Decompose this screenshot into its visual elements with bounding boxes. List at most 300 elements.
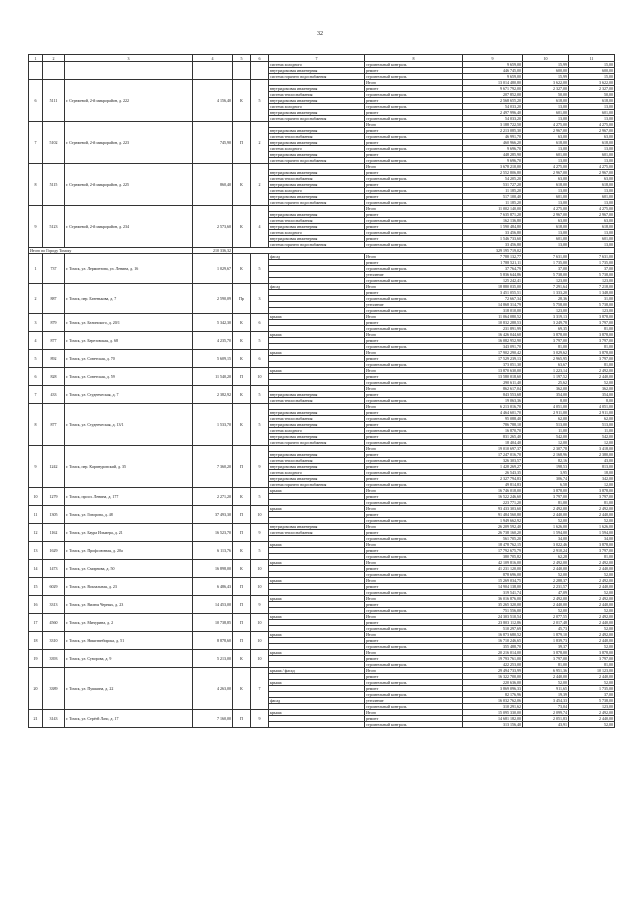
unit-cost: 2 910,24: [523, 548, 569, 554]
house-code: 1279: [43, 488, 65, 506]
max-unit-cost: 11,00: [569, 428, 615, 434]
area: 1 029,67: [193, 254, 233, 284]
cost: 14 904 138,00: [463, 584, 523, 590]
work-kind: ремонт: [365, 584, 463, 590]
cost: 11 064 080,52: [463, 314, 523, 320]
max-unit-cost: 513,00: [569, 422, 615, 428]
unit-cost: 306,74: [523, 476, 569, 482]
unit-cost: 7 291,64: [523, 284, 569, 290]
max-unit-cost: 618,00: [569, 98, 615, 104]
work-type: внутридомовая инженерная: [269, 524, 365, 530]
unit-cost: 542,00: [523, 434, 569, 440]
cost: 3 188 722,50: [463, 122, 523, 128]
cost: 3 869 096,33: [463, 686, 523, 692]
area: 5 213,00: [193, 650, 233, 668]
unit-cost: 1 594,00: [523, 530, 569, 536]
floors: 5: [251, 404, 269, 446]
cost: 16 426 044,60: [463, 332, 523, 338]
row-number: 1: [29, 254, 43, 284]
house-code: 4560: [43, 614, 65, 632]
work-kind: ремонт: [365, 434, 463, 440]
house-code: 6029: [43, 578, 65, 596]
work-type: внутридомовая инженерная: [269, 152, 365, 158]
work-kind: ремонт: [365, 320, 463, 326]
work-kind: Итого: [365, 614, 463, 620]
work-kind: строительный контроль: [365, 680, 463, 686]
max-unit-cost: 362,00: [569, 386, 615, 392]
cost: 2 327 794,83: [463, 476, 523, 482]
address: г. Томск, пер. Карпнуровский, д. 35: [65, 446, 193, 488]
unit-cost: 3 878,00: [523, 332, 569, 338]
total-value: 329 195 719,02: [463, 248, 523, 254]
unit-cost: 2 307,78: [523, 446, 569, 452]
house-code: 5102: [43, 122, 65, 164]
house-code: 5111: [43, 80, 65, 122]
work-kind: Итого: [365, 206, 463, 212]
max-unit-cost: 5 738,00: [569, 302, 615, 308]
work-type: крыша: [269, 332, 365, 338]
work-type: система теплоснабжения: [269, 530, 365, 536]
cost: 11 002 140,00: [463, 206, 523, 212]
cost: 125 242,41: [463, 278, 523, 284]
row-number: 13: [29, 542, 43, 560]
material-class: К: [233, 350, 251, 368]
work-type: система горячего водоснабжения: [269, 74, 365, 80]
work-kind: строительный контроль: [365, 692, 463, 698]
unit-cost: 600,00: [523, 68, 569, 74]
unit-cost: 3,95: [523, 470, 569, 476]
max-unit-cost: 50,00: [569, 92, 615, 98]
max-unit-cost: 8,00: [569, 398, 615, 404]
unit-cost: 6,58: [523, 482, 569, 488]
work-type: крыша: [269, 350, 365, 356]
cost: 831 265,40: [463, 434, 523, 440]
work-kind: Итого: [365, 386, 463, 392]
work-kind: ремонт: [365, 716, 463, 722]
unit-cost: 618,00: [523, 98, 569, 104]
cost: 33 456,80: [463, 242, 523, 248]
cost: 17 902 290,42: [463, 350, 523, 356]
max-unit-cost: 3 878,00: [569, 542, 615, 548]
address: г. Томск, ул. Суворова, д. 9: [65, 650, 193, 668]
cost: 7 788 132,77: [463, 254, 523, 260]
unit-cost: 2 440,00: [523, 602, 569, 608]
floors: 6: [251, 350, 269, 368]
work-kind: ремонт: [365, 338, 463, 344]
work-type: система теплоснабжения: [269, 92, 365, 98]
work-type: фасад: [269, 284, 365, 290]
work-kind: ремонт: [365, 686, 463, 692]
cost: 517 100,40: [463, 194, 523, 200]
max-unit-cost: 81,00: [569, 326, 615, 332]
work-kind: строительный контроль: [365, 74, 463, 80]
unit-cost: 13,00: [523, 158, 569, 164]
cost: 13 014 480,80: [463, 80, 523, 86]
total-area: 210 336,32: [193, 248, 233, 254]
max-unit-cost: 15,00: [569, 62, 615, 68]
max-unit-cost: 4 051,00: [569, 404, 615, 410]
area: 4 235,70: [193, 332, 233, 350]
max-unit-cost: 123,00: [569, 704, 615, 710]
unit-cost: 2 051,83: [523, 716, 569, 722]
max-unit-cost: 123,00: [569, 308, 615, 314]
area: 5 342,30: [193, 314, 233, 332]
max-unit-cost: 81,00: [569, 662, 615, 668]
cost: 422 253,00: [463, 662, 523, 668]
work-kind: строительный контроль: [365, 500, 463, 506]
area: 5 609,15: [193, 350, 233, 368]
floors: 9: [251, 710, 269, 728]
floors: 5: [251, 332, 269, 350]
cost: 446 745,00: [463, 68, 523, 74]
work-type: система горячего водоснабжения: [269, 158, 365, 164]
unit-cost: 2 492,00: [523, 560, 569, 566]
unit-cost: 43,91: [523, 722, 569, 728]
max-unit-cost: 52,00: [569, 518, 615, 524]
cost: 19 793 761,00: [463, 656, 523, 662]
work-kind: Итого: [365, 560, 463, 566]
work-kind: строительный контроль: [365, 218, 463, 224]
work-type: крыша: [269, 488, 365, 494]
unit-cost: 2 288,37: [523, 578, 569, 584]
max-unit-cost: 2 492,00: [569, 632, 615, 638]
work-type: система холодного: [269, 230, 365, 236]
max-unit-cost: 342,00: [569, 476, 615, 482]
address: г. Томск, ул. Советская, д. 70: [65, 350, 193, 368]
max-unit-cost: 601,00: [569, 194, 615, 200]
work-type: крыша: [269, 368, 365, 374]
unit-cost: 2 440,00: [523, 566, 569, 572]
work-kind: строительный контроль: [365, 572, 463, 578]
work-kind: строительный контроль: [365, 62, 463, 68]
unit-cost: 63,00: [523, 134, 569, 140]
header-cell: 9: [463, 55, 523, 62]
unit-cost: 5 738,00: [523, 272, 569, 278]
floors: 9: [251, 524, 269, 542]
max-unit-cost: 3 878,00: [569, 350, 615, 356]
unit-cost: 28,36: [523, 296, 569, 302]
cost: 355 488,70: [463, 644, 523, 650]
work-kind: Итого: [365, 404, 463, 410]
max-unit-cost: 1 594,00: [569, 530, 615, 536]
work-kind: ремонт: [365, 224, 463, 230]
unit-cost: 618,00: [523, 224, 569, 230]
work-kind: ремонт: [365, 494, 463, 500]
work-kind: Итого: [365, 710, 463, 716]
max-unit-cost: 81,00: [569, 554, 615, 560]
cost: 531 727,20: [463, 182, 523, 188]
max-unit-cost: 2 327,00: [569, 86, 615, 92]
floors: 10: [251, 578, 269, 596]
row-number: 11: [29, 506, 43, 524]
max-unit-cost: 12,00: [569, 482, 615, 488]
cost: 46 991,70: [463, 134, 523, 140]
work-type: крыша: [269, 614, 365, 620]
unit-cost: 63,00: [523, 218, 569, 224]
max-unit-cost: 81,00: [569, 344, 615, 350]
max-unit-cost: 34,00: [569, 536, 615, 542]
unit-cost: 5 758,00: [523, 302, 569, 308]
work-kind: Итого: [365, 368, 463, 374]
house-code: 737: [43, 254, 65, 284]
cost: 343 091,70: [463, 344, 523, 350]
work-type: крыша: [269, 596, 365, 602]
work-type: система холодного: [269, 188, 365, 194]
house-code: 1162: [43, 524, 65, 542]
max-unit-cost: 3 797,00: [569, 494, 615, 500]
address: г. Томск, ул. Советская, д. 59: [65, 368, 193, 386]
floors: 5: [251, 386, 269, 404]
floors: 2: [251, 164, 269, 206]
max-unit-cost: 18,00: [569, 470, 615, 476]
work-kind: ремонт: [365, 260, 463, 266]
max-unit-cost: 4 275,00: [569, 164, 615, 170]
max-unit-cost: 2 440,00: [569, 566, 615, 572]
cost: 42 109 816,00: [463, 560, 523, 566]
max-unit-cost: 13,00: [569, 116, 615, 122]
cost: 751 556,00: [463, 608, 523, 614]
work-type: внутридомовая инженерная: [269, 422, 365, 428]
work-type: внутридомовая инженерная: [269, 392, 365, 398]
row-number: 6: [29, 80, 43, 122]
table-body: [29, 55, 615, 728]
max-unit-cost: 52,00: [569, 626, 615, 632]
work-type: крыша: [269, 314, 365, 320]
work-kind: Итого: [365, 332, 463, 338]
material-class: К: [233, 488, 251, 506]
address: г. Томск, ул. Березовская, д. 68: [65, 332, 193, 350]
max-unit-cost: 3 878,00: [569, 488, 615, 494]
unit-cost: 4 275,00: [523, 122, 569, 128]
house-code: 879: [43, 314, 65, 332]
address: г. Томск, ул. Студенческая, д. 13/1: [65, 404, 193, 446]
unit-cost: 4 275,00: [523, 164, 569, 170]
material-class: П: [233, 614, 251, 632]
cost: 2 568 655,20: [463, 98, 523, 104]
work-kind: строительный контроль: [365, 662, 463, 668]
work-kind: ремонт: [365, 548, 463, 554]
house-code: [43, 62, 65, 80]
work-kind: ремонт: [365, 602, 463, 608]
max-unit-cost: 13,00: [569, 158, 615, 164]
work-kind: строительный контроль: [365, 176, 463, 182]
cost: 24 303 510,54: [463, 614, 523, 620]
cost: 35 265 320,00: [463, 602, 523, 608]
work-type: система теплоснабжения: [269, 218, 365, 224]
cost: 9 659,00: [463, 74, 523, 80]
work-kind: строительный контроль: [365, 296, 463, 302]
cost: 16 710 246,65: [463, 638, 523, 644]
row-number: 7: [29, 386, 43, 404]
max-unit-cost: 3 797,00: [569, 548, 615, 554]
unit-cost: 1 839,73: [523, 638, 569, 644]
work-kind: Итого: [365, 314, 463, 320]
work-kind: строительный контроль: [365, 326, 463, 332]
work-kind: утепление: [365, 302, 463, 308]
max-unit-cost: 1 735,00: [569, 260, 615, 266]
unit-cost: 123,00: [523, 308, 569, 314]
work-type: система горячего водоснабжения: [269, 200, 365, 206]
unit-cost: 69,35: [523, 326, 569, 332]
unit-cost: 52,00: [523, 572, 569, 578]
unit-cost: 11,00: [523, 428, 569, 434]
floors: 9: [251, 446, 269, 488]
row-number: 18: [29, 632, 43, 650]
row-number: 3: [29, 314, 43, 332]
floors: 5: [251, 80, 269, 122]
unit-cost: 3 622,00: [523, 80, 569, 86]
work-type: внутридомовая инженерная: [269, 224, 365, 230]
header-cell: 5: [233, 55, 251, 62]
work-kind: строительный контроль: [365, 482, 463, 488]
address: г. Томск, просп. Ленина, д. 177: [65, 488, 193, 506]
work-type: внутридомовая инженерная: [269, 110, 365, 116]
work-kind: ремонт: [365, 620, 463, 626]
cost: 2 497 996,40: [463, 110, 523, 116]
house-code: 3310: [43, 632, 65, 650]
unit-cost: 13,00: [523, 146, 569, 152]
floors: 10: [251, 368, 269, 386]
work-kind: строительный контроль: [365, 104, 463, 110]
unit-cost: 2 017,48: [523, 620, 569, 626]
unit-cost: 911,65: [523, 686, 569, 692]
house-code: 3143: [43, 710, 65, 728]
house-code: 1242: [43, 446, 65, 488]
cost: 1 428 269,27: [463, 464, 523, 470]
work-type: крыша: [269, 650, 365, 656]
row-number: 15: [29, 578, 43, 596]
work-kind: ремонт: [365, 374, 463, 380]
cost: 29 494 733,99: [463, 668, 523, 674]
work-kind: Итого: [365, 524, 463, 530]
work-type: внутридомовая инженерная: [269, 194, 365, 200]
house-code: 433: [43, 386, 65, 404]
material-class: К: [233, 332, 251, 350]
unit-cost: 2 440,00: [523, 674, 569, 680]
work-kind: Итого: [365, 542, 463, 548]
work-type: крыша: [269, 632, 365, 638]
work-type: внутридомовая инженерная: [269, 98, 365, 104]
area: 7 160,00: [193, 710, 233, 728]
max-unit-cost: 3 878,00: [569, 650, 615, 656]
material-class: П: [233, 122, 251, 164]
cost: 1 546 733,60: [463, 236, 523, 242]
cost: 16 032 762,06: [463, 698, 523, 704]
house-code: 877: [43, 332, 65, 350]
unit-cost: 2 492,00: [523, 596, 569, 602]
work-type: система холодного: [269, 104, 365, 110]
max-unit-cost: 354,00: [569, 392, 615, 398]
material-class: К: [233, 80, 251, 122]
cost: 319 541,74: [463, 590, 523, 596]
cost: 9 696,70: [463, 158, 523, 164]
row-number: [29, 62, 43, 80]
house-code: 828: [43, 368, 65, 386]
material-class: К: [233, 314, 251, 332]
max-unit-cost: 13,00: [569, 200, 615, 206]
header-cell: 4: [193, 55, 233, 62]
unit-cost: 2 967,00: [523, 170, 569, 176]
work-kind: строительный контроль: [365, 470, 463, 476]
cost: 54 033,20: [463, 116, 523, 122]
cost: 26 209 592,40: [463, 524, 523, 530]
work-type: внутридомовая инженерная: [269, 464, 365, 470]
cost: 26 738 160,20: [463, 530, 523, 536]
area: 6 113,76: [193, 542, 233, 560]
material-class: К: [233, 404, 251, 446]
unit-cost: 3 319,13: [523, 314, 569, 320]
work-kind: строительный контроль: [365, 134, 463, 140]
house-code: 5115: [43, 164, 65, 206]
work-type: система горячего водоснабжения: [269, 482, 365, 488]
unit-cost: 2 967,00: [523, 212, 569, 218]
max-unit-cost: 2 492,00: [569, 614, 615, 620]
row-number: 20: [29, 668, 43, 710]
max-unit-cost: 81,00: [569, 500, 615, 506]
max-unit-cost: 7 218,00: [569, 284, 615, 290]
address: г. Томск, ул. Говорова, д. 48: [65, 506, 193, 524]
unit-cost: 2 077,55: [523, 614, 569, 620]
floors: 5: [251, 488, 269, 506]
cost: 18 478 762,15: [463, 542, 523, 548]
cost: 2 552 806,80: [463, 170, 523, 176]
work-kind: ремонт: [365, 512, 463, 518]
material-class: К: [233, 386, 251, 404]
max-unit-cost: 52,00: [569, 680, 615, 686]
work-kind: строительный контроль: [365, 428, 463, 434]
max-unit-cost: 1 735,00: [569, 686, 615, 692]
unit-cost: 1 879,10: [523, 632, 569, 638]
floors: 10: [251, 506, 269, 524]
max-unit-cost: 37,00: [569, 692, 615, 698]
work-type: внутридомовая инженерная: [269, 86, 365, 92]
area: 2 573,60: [193, 206, 233, 248]
cost: 448 285,90: [463, 152, 523, 158]
floors: 3: [251, 284, 269, 314]
unit-cost: 601,00: [523, 152, 569, 158]
work-type: внутридомовая инженерная: [269, 476, 365, 482]
cost: 3 451 055,51: [463, 290, 523, 296]
area: 2 271,20: [193, 488, 233, 506]
work-type: система холодного: [269, 470, 365, 476]
unit-cost: 12,00: [523, 440, 569, 446]
max-unit-cost: 81,00: [569, 362, 615, 368]
unit-cost: 19,39: [523, 692, 569, 698]
unit-cost: 37,00: [523, 266, 569, 272]
house-code: 3389: [43, 668, 65, 710]
work-kind: ремонт: [365, 140, 463, 146]
unit-cost: 13,00: [523, 200, 569, 206]
cost: 1 590 484,80: [463, 224, 523, 230]
max-unit-cost: 2 440,00: [569, 620, 615, 626]
work-kind: Итого: [365, 284, 463, 290]
floors: 9: [251, 596, 269, 614]
cost: 82 176,96: [463, 692, 523, 698]
cost: 18 880 035,00: [463, 284, 523, 290]
floors: [251, 62, 269, 80]
work-kind: ремонт: [365, 356, 463, 362]
cost: 23 803 112,86: [463, 620, 523, 626]
work-type: [269, 722, 365, 728]
address: г. Томск, ул. Вилюя Черных, д. 23: [65, 596, 193, 614]
address: г. Томск, ул. Баура Ильмера, д. 21: [65, 524, 193, 542]
work-kind: ремонт: [365, 290, 463, 296]
area: 860,40: [193, 164, 233, 206]
unit-cost: 3 797,00: [523, 656, 569, 662]
work-kind: строительный контроль: [365, 398, 463, 404]
material-class: П: [233, 506, 251, 524]
cost: 13 870 630,00: [463, 368, 523, 374]
